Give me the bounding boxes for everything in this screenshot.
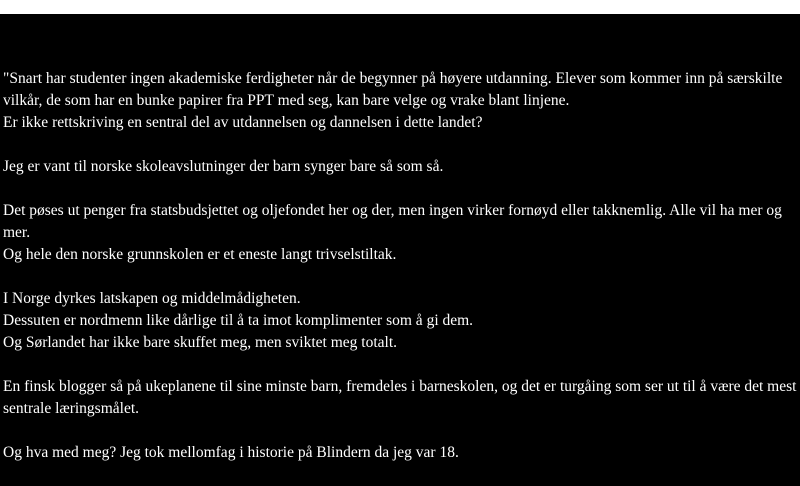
paragraph-5 <box>3 376 797 420</box>
top-white-strip <box>0 0 800 14</box>
paragraph-line: En finsk blogger så på ukeplanene til sine minste barn, fremdeles i barneskolen, og det er turgåing som ser ut til å være det mest sentrale læringsmålet. <box>3 378 797 417</box>
paragraph-line: Det pøses ut penger fra statsbudsjettet og oljefondet her og der, men ingen virker fornøyd eller takknemlig. Alle vil ha mer og mer. <box>3 202 782 241</box>
paragraph-line: Dessuten er nordmenn like dårlige til å ta imot komplimenter som å gi dem. <box>3 312 474 329</box>
paragraph-4 <box>3 288 797 354</box>
paragraph-2 <box>3 156 797 178</box>
paragraph-line: Er ikke rettskriving en sentral del av utdannelsen og dannelsen i dette landet? <box>3 114 483 131</box>
article-text <box>3 68 797 486</box>
paragraph-line: Og Sørlandet har ikke bare skuffet meg, men sviktet meg totalt. <box>3 334 398 351</box>
paragraph-line: "Snart har studenter ingen akademiske ferdigheter når de begynner på høyere utdanning. Elever som kommer inn på særskilte vilkår, de som har en bunke papirer fra PPT med seg, kan bare velge og vrake blant linjene. <box>3 70 783 109</box>
paragraph-line: Og hva med meg? Jeg tok mellomfag i historie på Blindern da jeg var 18. <box>3 444 459 461</box>
paragraph-line: I Norge dyrkes latskapen og middelmådigheten. <box>3 290 301 307</box>
paragraph-3 <box>3 200 797 266</box>
paragraph-line: Og hele den norske grunnskolen er et eneste langt trivselstiltak. <box>3 246 397 263</box>
paragraph-line: Jeg er vant til norske skoleavslutninger der barn synger bare så som så. <box>3 158 444 175</box>
paragraph-6 <box>3 442 797 464</box>
paragraph-1 <box>3 68 797 134</box>
